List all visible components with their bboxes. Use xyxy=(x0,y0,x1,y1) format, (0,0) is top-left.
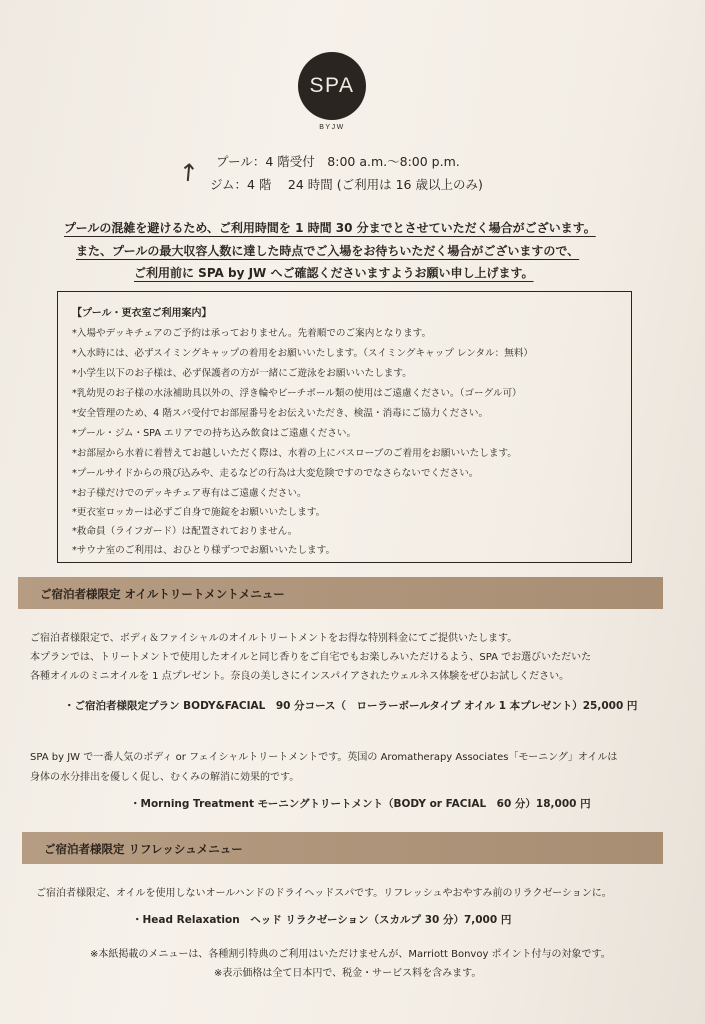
oil-intro-line: 本プランでは、トリートメントで使用したオイルと同じ香りをご自宅でもお楽しみいただけるよう、SPA でお選びいただいた xyxy=(30,652,592,663)
rule-item: *プールサイドからの飛び込みや、走るなどの行為は大変危険ですのでなさらないでください。 xyxy=(72,468,479,479)
rule-item: *サウナ室のご利用は、おひとり様ずつでお願いいたします。 xyxy=(72,545,336,556)
head-relaxation-item: ・Head Relaxation ヘッド リラクゼーション（スカルプ 30 分）7,000 円 xyxy=(132,914,512,926)
refresh-desc: ご宿泊者様限定、オイルを使用しないオールハンドのドライヘッドスパです。リフレッシュやおやすみ前のリラクゼーションに。 xyxy=(36,888,612,899)
morning-desc-line: SPA by JW で一番人気のボディ or フェイシャルトリートメントです。英国の Aromatherapy Associates「モーニング」オイルは xyxy=(30,752,618,763)
footnote: ※表示価格は全て日本円で、税金・サービス料を含みます。 xyxy=(214,968,482,979)
oil-intro-line: ご宿泊者様限定で、ボディ＆ファイシャルのオイルトリートメントをお得な特別料金にてご提供いたします。 xyxy=(30,633,518,644)
oil-intro-line: 各種オイルのミニオイルを 1 点プレゼント。奈良の美しさにインスパイアされたウェルネス体験をぜひお試しください。 xyxy=(30,671,570,682)
oil-section-header xyxy=(18,577,663,609)
rules-title: 【プール・更衣室ご利用案内】 xyxy=(72,308,212,319)
rule-item: *安全管理のため、4 階スパ受付でお部屋番号をお伝えいただき、検温・消毒にご協力ください。 xyxy=(72,408,489,419)
spa-logo xyxy=(298,52,366,120)
rule-item: *小学生以下のお子様は、必ず保護者の方が一緒にご遊泳をお願いいたします。 xyxy=(72,368,412,379)
arrow-icon: ↗ xyxy=(171,154,205,190)
oil-plan-item: ・ご宿泊者様限定プラン BODY&FACIAL 90 分コース（ ローラーボールタイプ オイル 1 本プレゼント）25,000 円 xyxy=(64,700,638,712)
rule-item: *入水時には、必ずスイミングキャップの着用をお願いいたします。（スイミングキャップ レンタル：無料） xyxy=(72,348,534,359)
rule-item: *乳幼児のお子様の水泳補助具以外の、浮き輪やビーチボール類の使用はご遠慮ください。（ゴーグル可） xyxy=(72,388,522,399)
rule-item: *お部屋から水着に着替えてお越しいただく際は、水着の上にバスローブのご着用をお願いいたします。 xyxy=(72,448,517,459)
pool-hours: プール：4 階受付 8:00 a.m.～8:00 p.m. xyxy=(216,154,460,169)
rule-item: *お子様だけでのデッキチェア専有はご遠慮ください。 xyxy=(72,488,307,499)
notice-line-1: プールの混雑を避けるため、ご利用時間を 1 時間 30 分までとさせていただく場合がございます。 xyxy=(64,221,596,235)
notice-line-2: また、プールの最大収容人数に達した時点でご入場をお待ちいただく場合がございますので、 xyxy=(76,244,580,258)
logo-subtitle: BYJW xyxy=(319,124,345,131)
gym-hours: ジム：4 階 24 時間 (ご利用は 16 歳以上のみ) xyxy=(210,177,483,192)
rule-item: *救命員（ライフガード）は配置されておりません。 xyxy=(72,526,298,537)
morning-treatment-item: ・Morning Treatment モーニングトリートメント（BODY or FACIAL 60 分）18,000 円 xyxy=(130,798,591,810)
rules-box xyxy=(57,291,632,563)
refresh-section-header xyxy=(22,832,663,864)
morning-desc-line: 身体の水分排出を優しく促し、むくみの解消に効果的です。 xyxy=(30,772,300,783)
logo-text: SPA xyxy=(309,74,355,97)
rule-item: *入場やデッキチェアのご予約は承っておりません。先着順でのご案内となります。 xyxy=(72,328,432,339)
footnote: ※本紙掲載のメニューは、各種割引特典のご利用はいただけませんが、Marriott Bonvoy ポイント付与の対象です。 xyxy=(90,949,611,960)
rule-item: *プール・ジム・SPA エリアでの持ち込み飲食はご遠慮ください。 xyxy=(72,428,357,439)
rule-item: *更衣室ロッカーは必ずご自身で施錠をお願いいたします。 xyxy=(72,507,326,518)
oil-section-title: ご宿泊者様限定 オイルトリートメントメニュー xyxy=(40,587,285,601)
notice-line-3: ご利用前に SPA by JW へご確認くださいますようお願い申し上げます。 xyxy=(134,266,534,280)
refresh-section-title: ご宿泊者様限定 リフレッシュメニュー xyxy=(44,842,243,856)
